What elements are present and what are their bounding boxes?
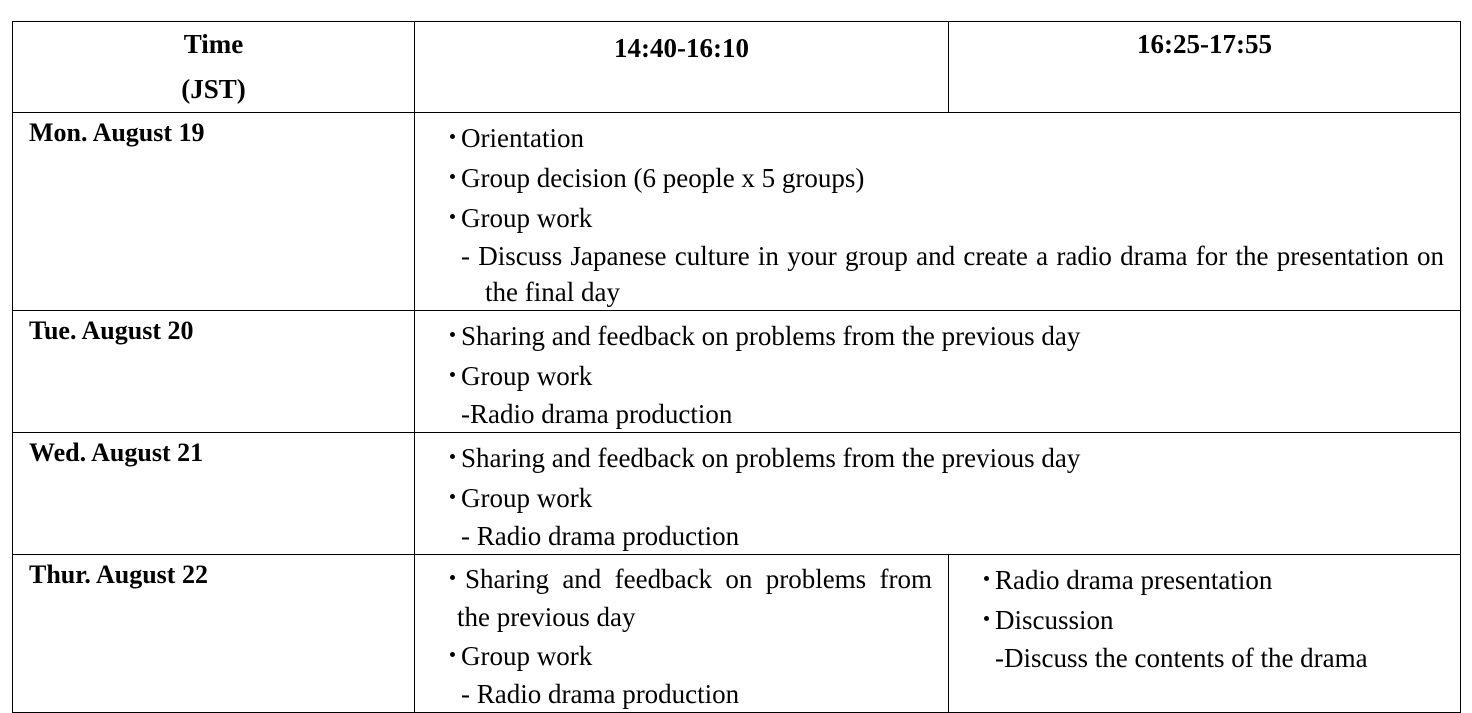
slot1-header-label: 14:40-16:10 <box>614 33 749 63</box>
day-label: Wed. August 21 <box>29 438 204 467</box>
day-cell <box>13 555 415 713</box>
list-item-text: Group decision (6 people x 5 groups) <box>461 163 865 193</box>
table-row <box>13 311 1461 433</box>
slot2-header-cell <box>949 22 1461 113</box>
sub-item-text: -Radio drama production <box>461 399 733 429</box>
list-item <box>973 560 1444 600</box>
list-item <box>439 316 1444 356</box>
list-item-text: Group work <box>461 203 593 233</box>
bullet-mark: ・ <box>439 564 466 594</box>
list-item <box>439 636 932 676</box>
day-label: Thur. August 22 <box>29 560 208 589</box>
list-item-text: Group work <box>461 641 593 671</box>
bullet-mark: ・ <box>439 163 466 193</box>
bullet-mark: ・ <box>439 483 466 513</box>
bullet-mark: ・ <box>439 321 466 351</box>
bullet-mark: ・ <box>973 565 1000 595</box>
list-item-text: Sharing and feedback on problems from the previous day <box>461 443 1081 473</box>
day-cell <box>13 433 415 555</box>
table-row <box>13 433 1461 555</box>
list-item <box>439 478 1444 518</box>
bullet-mark: ・ <box>439 123 466 153</box>
bullet-mark: ・ <box>439 361 466 391</box>
list-item-text: Group work <box>461 483 593 513</box>
day-cell <box>13 311 415 433</box>
list-item <box>439 438 1444 478</box>
sub-item-text: -Discuss the contents of the drama <box>995 643 1368 673</box>
list-item-text: Orientation <box>461 123 584 153</box>
activity-cell <box>415 433 1461 555</box>
sub-item-text: - Radio drama production <box>461 679 740 709</box>
table-row <box>13 113 1461 311</box>
slot1-header-cell <box>415 22 949 113</box>
list-item <box>439 356 1444 396</box>
time-header-label: Time <box>183 29 244 59</box>
bullet-mark: ・ <box>439 443 466 473</box>
list-item <box>439 158 1444 198</box>
list-item <box>439 118 1444 158</box>
list-item <box>973 600 1444 640</box>
list-item <box>439 198 1444 238</box>
day-label: Tue. August 20 <box>29 316 194 345</box>
activity-cell <box>415 311 1461 433</box>
timezone-label: (JST) <box>181 74 246 104</box>
day-cell <box>13 113 415 311</box>
activity-cell <box>415 113 1461 311</box>
bullet-mark: ・ <box>439 641 466 671</box>
activity-cell-slot1 <box>415 555 949 713</box>
header-row <box>13 22 1461 113</box>
slot2-header-label: 16:25-17:55 <box>1137 29 1272 59</box>
list-item-text: Radio drama presentation <box>995 565 1273 595</box>
list-item-text: Sharing and feedback on problems from the previous day <box>457 564 932 632</box>
schedule-table <box>12 21 1461 713</box>
list-item-text: Sharing and feedback on problems from the previous day <box>461 321 1081 351</box>
sub-item-text: - Radio drama production <box>461 521 740 551</box>
bullet-mark: ・ <box>973 605 1000 635</box>
list-item <box>439 560 932 636</box>
time-header-cell <box>13 22 415 113</box>
bullet-mark: ・ <box>439 203 466 233</box>
sub-item-text: - Discuss Japanese culture in your group and create a radio drama for the presentation on the final day <box>461 241 1444 307</box>
day-label: Mon. August 19 <box>29 118 205 147</box>
table-row <box>13 555 1461 713</box>
list-item-text: Group work <box>461 361 593 391</box>
activity-cell-slot2 <box>949 555 1461 713</box>
list-item-text: Discussion <box>995 605 1114 635</box>
